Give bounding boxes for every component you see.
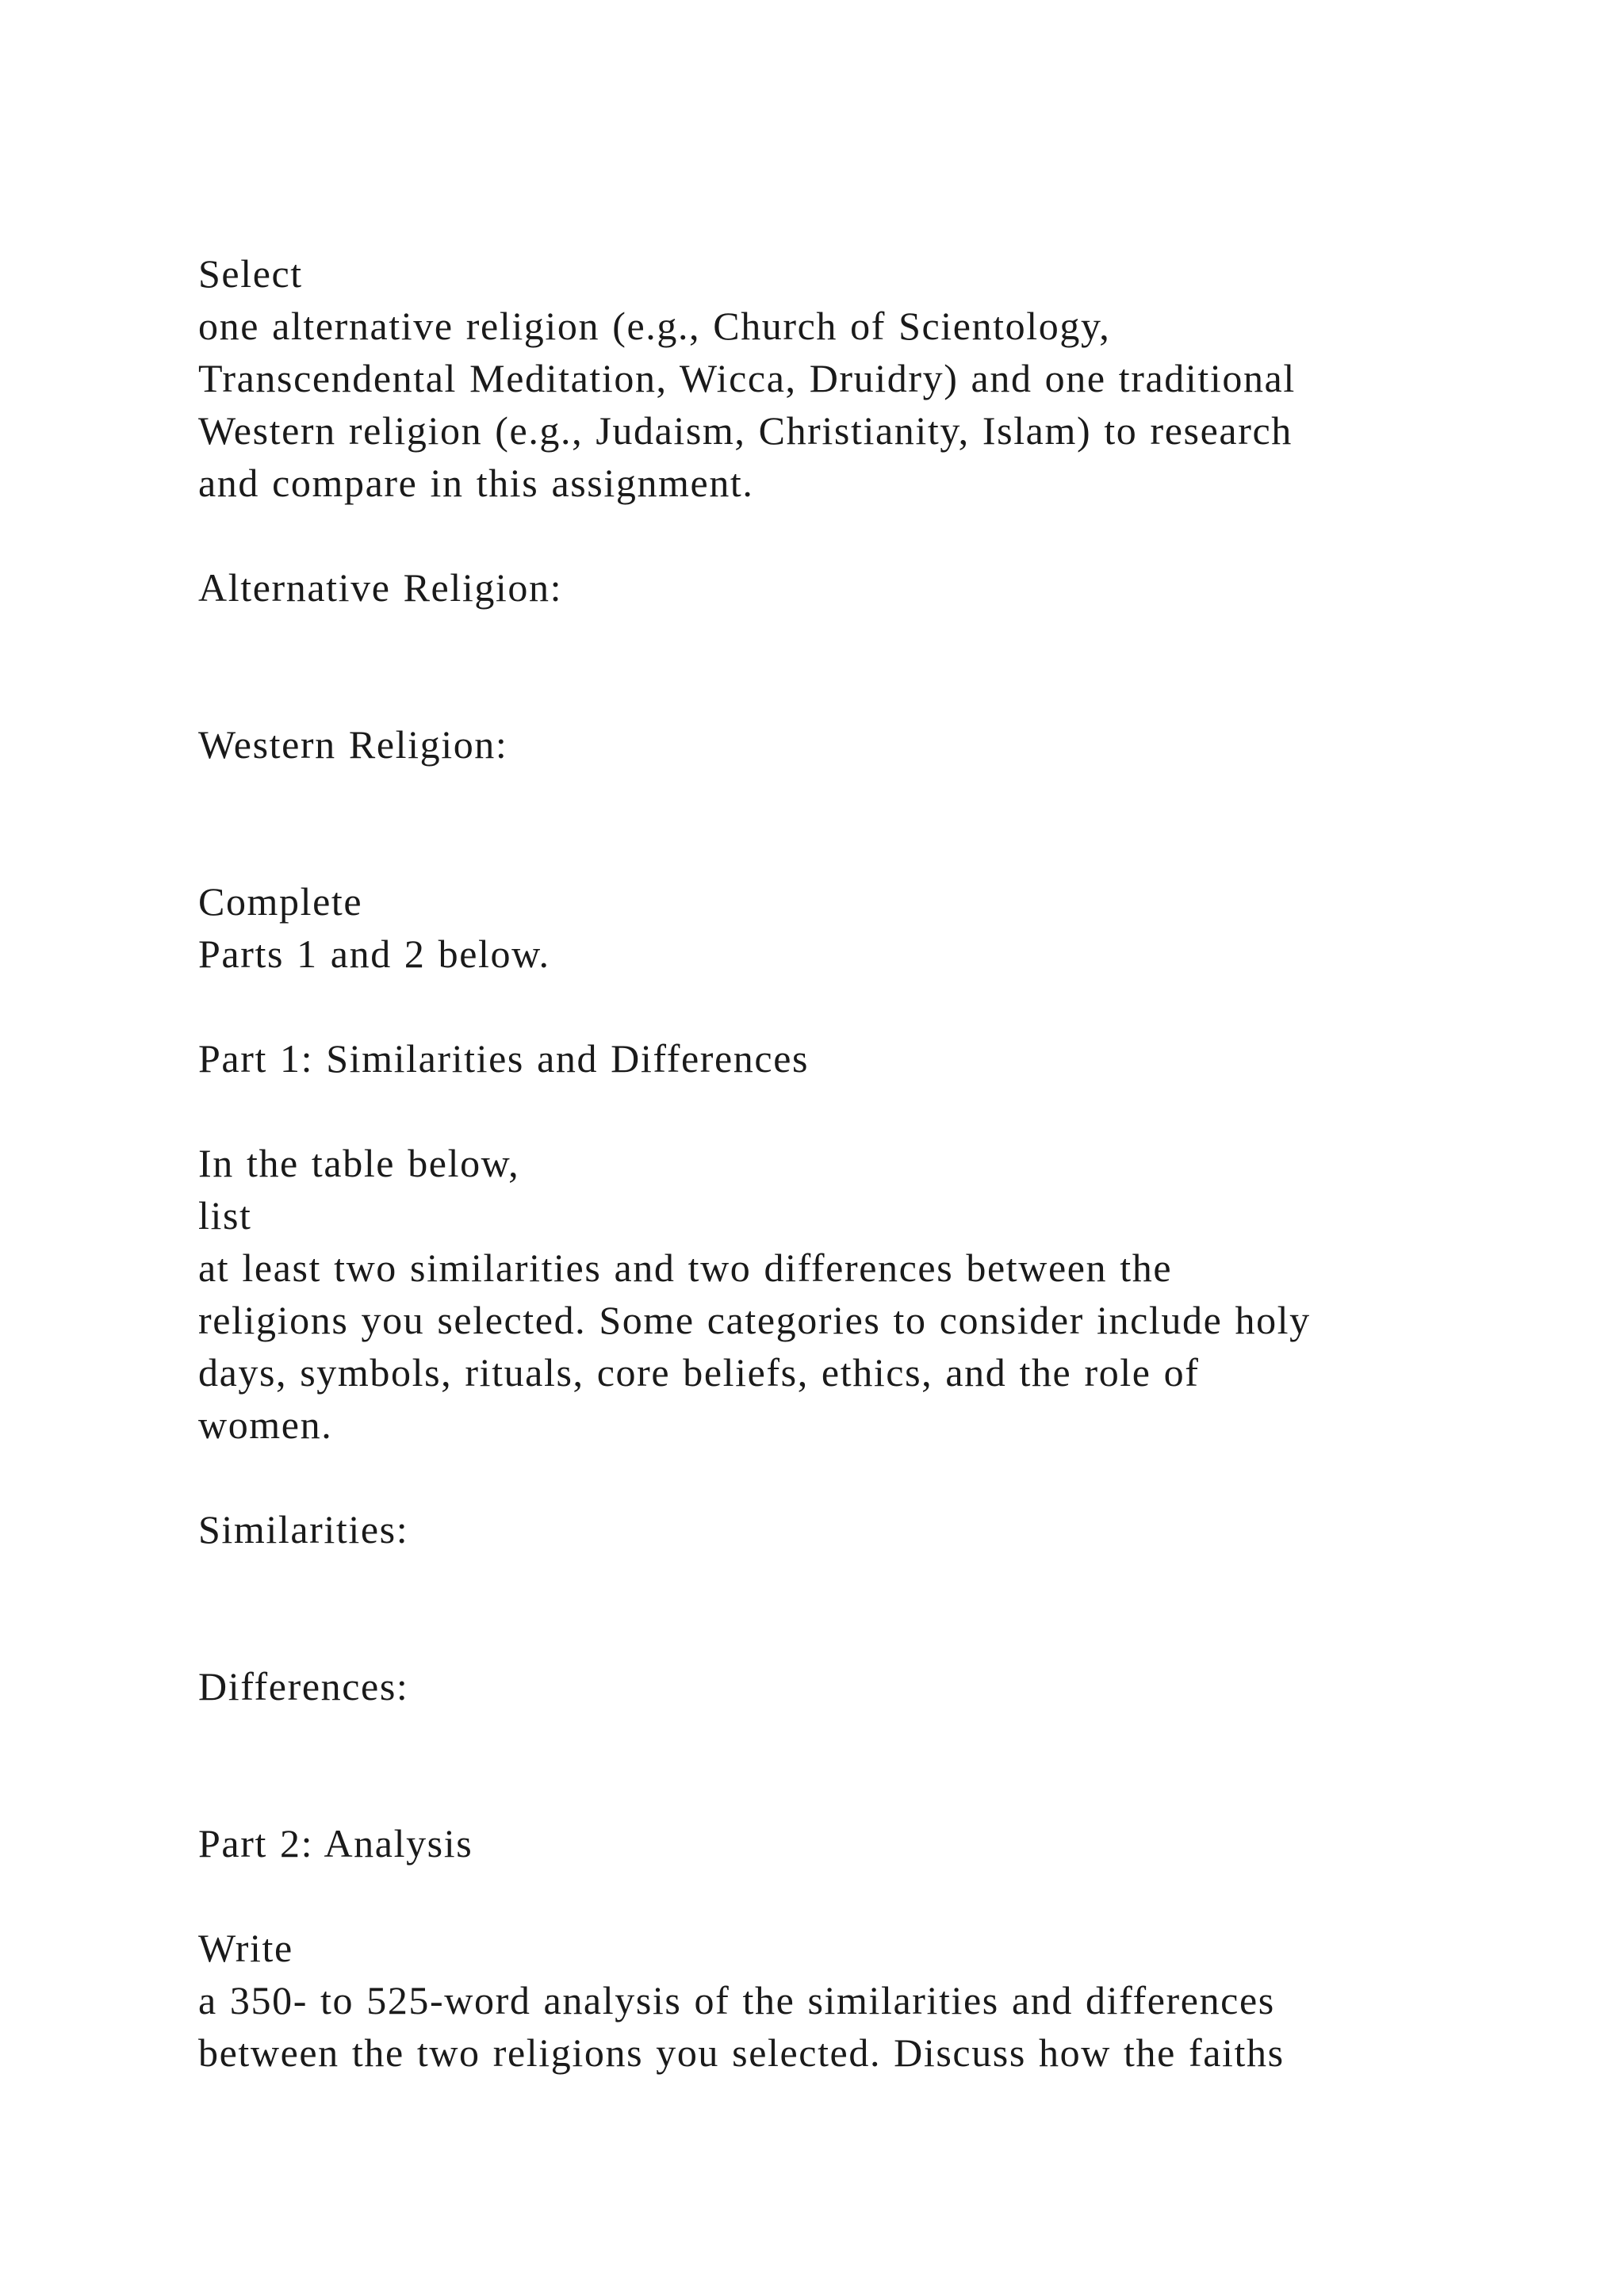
part1-instruction-line: days, symbols, rituals, core beliefs, ethics, and the role of [198,1350,1200,1395]
spacer [198,1085,1562,1137]
intro-line: Transcendental Meditation, Wicca, Druidry) and one traditional [198,356,1296,400]
alternative-religion-label: Alternative Religion: [198,565,563,610]
spacer [198,1869,1562,1922]
intro-line: Select [198,251,303,296]
spacer [198,980,1562,1032]
spacer [198,771,1562,875]
intro-line: one alternative religion (e.g., Church of Scientology, [198,304,1111,348]
part2-instruction-line: between the two religions you selected. Discuss how the faiths [198,2030,1285,2075]
spacer [198,509,1562,561]
part1-instruction-line: list [198,1193,252,1238]
part1-instruction-line: religions you selected. Some categories to consider include holy [198,1298,1311,1342]
part1-instruction-line: at least two similarities and two differences between the [198,1246,1173,1290]
spacer [198,1451,1562,1503]
part1-heading: Part 1: Similarities and Differences [198,1036,810,1081]
spacer [198,614,1562,718]
complete-line: Parts 1 and 2 below. [198,932,550,976]
part1-instruction-line: In the table below, [198,1141,520,1185]
part2-instruction-line: Write [198,1926,293,1970]
spacer [198,1712,1562,1817]
western-religion-label: Western Religion: [198,722,508,767]
part1-instruction-line: women. [198,1402,333,1447]
similarities-label: Similarities: [198,1507,409,1552]
part2-instruction-line: a 350- to 525-word analysis of the similarities and differences [198,1978,1275,2022]
part2-heading: Part 2: Analysis [198,1821,473,1866]
intro-line: Western religion (e.g., Judaism, Christianity, Islam) to research [198,408,1293,453]
intro-line: and compare in this assignment. [198,461,754,505]
differences-label: Differences: [198,1664,409,1709]
complete-line: Complete [198,879,363,924]
spacer [198,1556,1562,1660]
document-body [198,247,1562,2079]
